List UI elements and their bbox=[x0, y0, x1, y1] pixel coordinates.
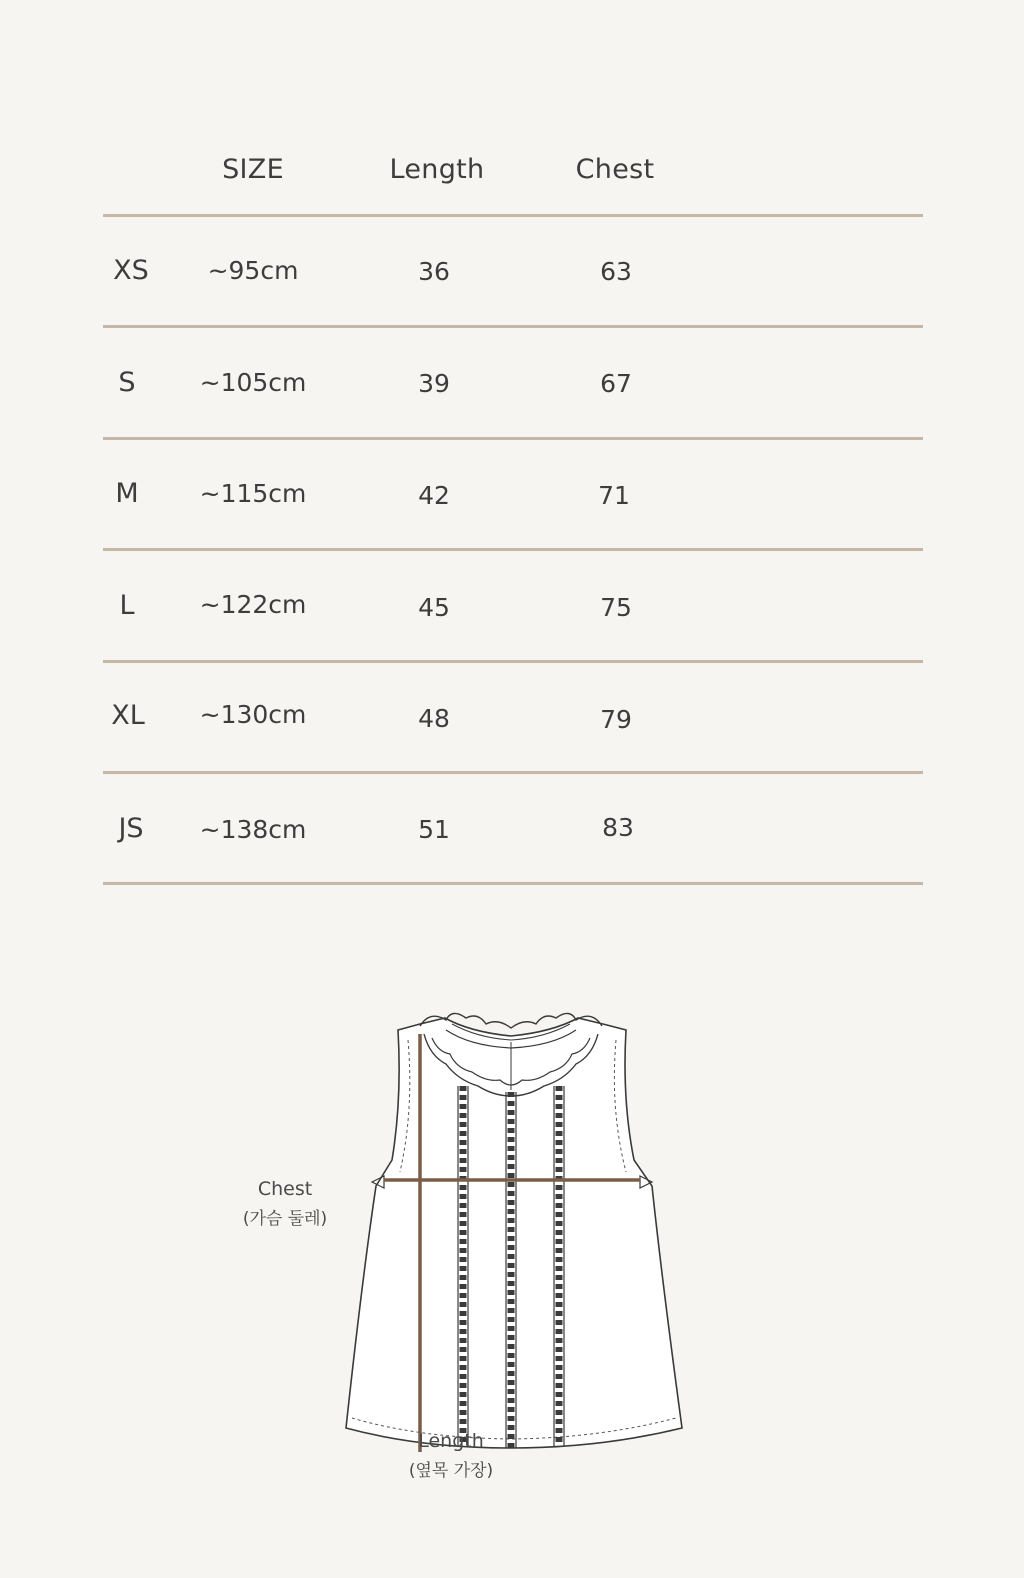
table-row-length: 36 bbox=[418, 257, 450, 286]
table-row-size-code: XL bbox=[111, 700, 145, 731]
table-row-chest: 67 bbox=[600, 369, 632, 398]
table-row-height: ~115cm bbox=[199, 479, 307, 508]
table-rule bbox=[103, 882, 923, 885]
length-label-ko: (옆목 가장) bbox=[408, 1461, 494, 1481]
table-row-chest: 63 bbox=[600, 257, 632, 286]
table-rule bbox=[103, 771, 923, 774]
header-size: SIZE bbox=[222, 154, 284, 185]
table-row-height: ~122cm bbox=[199, 590, 307, 619]
garment-measurement-diagram bbox=[0, 990, 1024, 1510]
table-row-length: 42 bbox=[418, 481, 450, 510]
table-row-height: ~130cm bbox=[199, 700, 307, 729]
table-row-length: 51 bbox=[418, 815, 450, 844]
header-chest: Chest bbox=[575, 154, 655, 185]
table-rule bbox=[103, 214, 923, 217]
table-rule bbox=[103, 548, 923, 551]
table-rule bbox=[103, 437, 923, 440]
table-row-length: 48 bbox=[418, 704, 450, 733]
table-row-size-code: L bbox=[119, 590, 135, 621]
table-row-chest: 71 bbox=[598, 481, 630, 510]
table-row-chest: 83 bbox=[602, 813, 634, 842]
table-row-size-code: S bbox=[118, 367, 136, 398]
sleeveless-blouse-illustration bbox=[0, 990, 1024, 1510]
table-row-size-code: XS bbox=[113, 255, 149, 286]
chest-label: Chest bbox=[257, 1178, 313, 1200]
table-row-chest: 75 bbox=[600, 593, 632, 622]
length-label: Length bbox=[418, 1430, 484, 1452]
table-rule bbox=[103, 325, 923, 328]
table-row-height: ~138cm bbox=[199, 815, 307, 844]
table-row-chest: 79 bbox=[600, 705, 632, 734]
table-row-length: 39 bbox=[418, 369, 450, 398]
table-row-size-code: M bbox=[115, 478, 139, 509]
table-row-size-code: JS bbox=[118, 813, 144, 844]
table-row-length: 45 bbox=[418, 593, 450, 622]
table-row-height: ~105cm bbox=[199, 368, 307, 397]
header-length: Length bbox=[389, 154, 485, 185]
table-row-height: ~95cm bbox=[207, 256, 299, 285]
lace-trim-right bbox=[554, 1086, 564, 1446]
lace-trim-left bbox=[458, 1086, 468, 1446]
chest-label-ko: (가슴 둘레) bbox=[242, 1209, 328, 1229]
table-rule bbox=[103, 660, 923, 663]
